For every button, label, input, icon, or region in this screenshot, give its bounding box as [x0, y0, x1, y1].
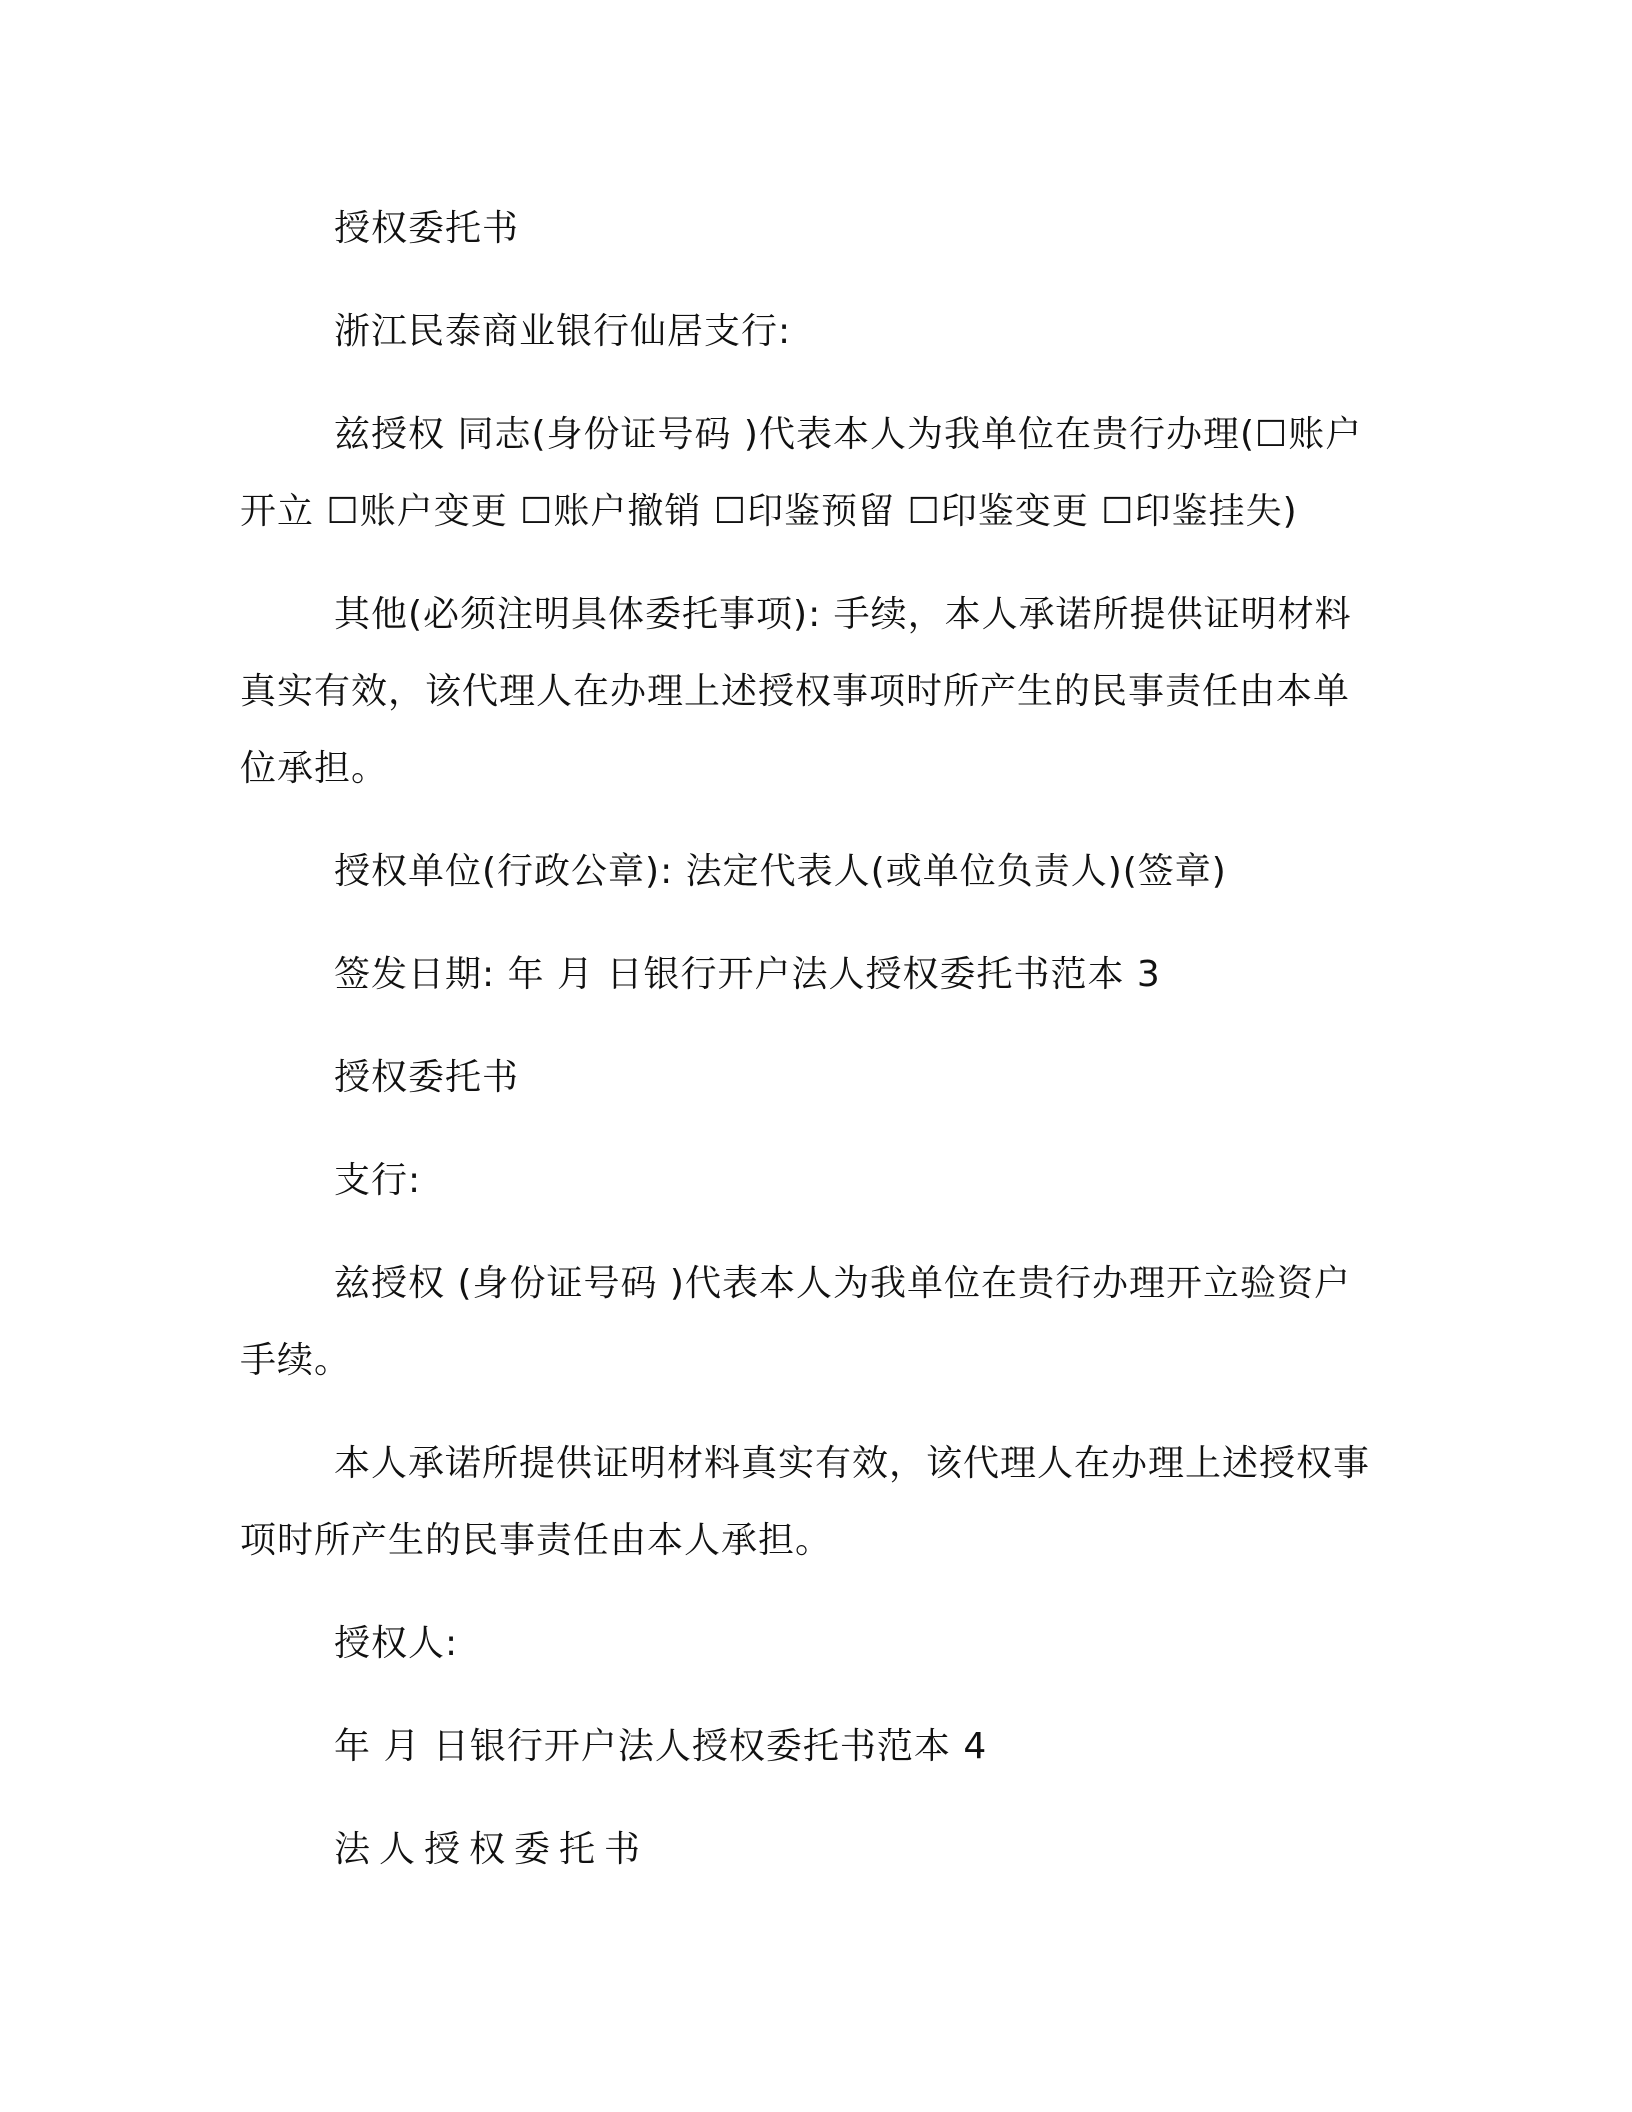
liability-commitment-paragraph: 本人承诺所提供证明材料真实有效，该代理人在办理上述授权事项时所产生的民事责任由本人承担。: [240, 1443, 1371, 1561]
authorizer-line: 授权人:: [334, 1623, 459, 1664]
capital-verification-paragraph: 兹授权 (身份证号码 )代表本人为我单位在贵行办理开立验资户手续。: [240, 1263, 1351, 1381]
heading-authorization-letter-2: 授权委托书: [334, 1057, 520, 1098]
date-template-4-line: 年 月 日银行开户法人授权委托书范本 4: [334, 1726, 988, 1767]
heading-authorization-letter-1: 授权委托书: [334, 208, 520, 249]
heading-legal-person-authorization: 法人授权委托书: [334, 1829, 650, 1870]
addressee-bank-branch: 浙江民泰商业银行仙居支行:: [334, 311, 792, 352]
issue-date-line: 签发日期: 年 月 日银行开户法人授权委托书范本 3: [334, 954, 1161, 995]
addressee-branch: 支行:: [334, 1160, 422, 1201]
authorization-scope-paragraph: 兹授权 同志(身份证号码 )代表本人为我单位在贵行办理(☐账户开立 ☐账户变更 ☐账户撤销 ☐印鉴预留 ☐印鉴变更 ☐印鉴挂失): [240, 414, 1363, 532]
document-body: [240, 190, 1380, 1888]
other-matters-paragraph: 其他(必须注明具体委托事项): 手续，本人承诺所提供证明材料真实有效，该代理人在办理上述授权事项时所产生的民事责任由本单位承担。: [240, 594, 1352, 789]
authorizing-unit-line: 授权单位(行政公章): 法定代表人(或单位负责人)(签章): [334, 851, 1227, 892]
